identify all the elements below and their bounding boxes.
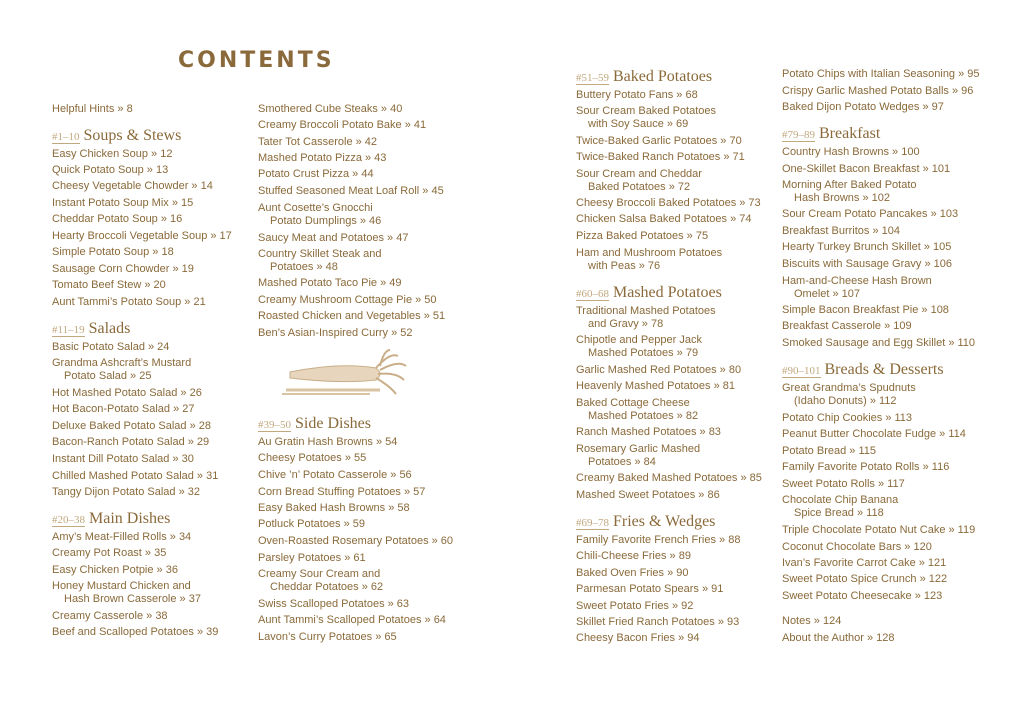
toc-entry: Mashed Potatoes » 79 bbox=[588, 347, 699, 359]
toc-entry: Deluxe Baked Potato Salad » 28 bbox=[52, 420, 212, 432]
section-name: Baked Potatoes bbox=[613, 68, 713, 85]
toc-entry: Creamy Pot Roast » 35 bbox=[52, 547, 167, 559]
toc-entry: Easy Chicken Potpie » 36 bbox=[52, 564, 178, 576]
toc-entry: Chicken Salsa Baked Potatoes » 74 bbox=[576, 213, 752, 225]
toc-entry: Sausage Corn Chowder » 19 bbox=[52, 263, 194, 275]
toc-entry: Omelet » 107 bbox=[794, 288, 861, 300]
toc-entry: Grandma Ashcraft’s Mustard bbox=[52, 357, 192, 369]
toc-entry: One-Skillet Bacon Breakfast » 101 bbox=[782, 163, 951, 175]
toc-entry: Breakfast Burritos » 104 bbox=[782, 225, 901, 237]
section-name: Breakfast bbox=[819, 125, 881, 142]
toc-entry: Saucy Meat and Potatoes » 47 bbox=[258, 232, 409, 244]
toc-entry: Great Grandma’s Spudnuts bbox=[782, 382, 916, 394]
toc-entry: Morning After Baked Potato bbox=[782, 179, 917, 191]
toc-entry: Oven-Roasted Rosemary Potatoes » 60 bbox=[258, 535, 454, 547]
section-name: Mashed Potatoes bbox=[613, 284, 722, 301]
toc-entry: Twice-Baked Ranch Potatoes » 71 bbox=[576, 151, 745, 163]
section-heading bbox=[782, 125, 880, 143]
toc-entry: Aunt Tammi’s Potato Soup » 21 bbox=[52, 296, 206, 308]
toc-entry: Creamy Casserole » 38 bbox=[52, 610, 168, 622]
section-heading bbox=[52, 320, 130, 338]
toc-entry: Baked Oven Fries » 90 bbox=[576, 567, 689, 579]
toc-entry: Tater Tot Casserole » 42 bbox=[258, 136, 378, 148]
page-title: CONTENTS bbox=[178, 48, 335, 73]
section-name: Main Dishes bbox=[89, 510, 171, 527]
toc-entry: Instant Potato Soup Mix » 15 bbox=[52, 197, 194, 209]
toc-entry: Ivan’s Favorite Carrot Cake » 121 bbox=[782, 557, 947, 569]
toc-entry: Cheddar Potatoes » 62 bbox=[270, 581, 384, 593]
toc-entry: Sweet Potato Spice Crunch » 122 bbox=[782, 573, 948, 585]
toc-entry: Coconut Chocolate Bars » 120 bbox=[782, 541, 932, 553]
toc-entry: Beef and Scalloped Potatoes » 39 bbox=[52, 626, 219, 638]
toc-entry: Honey Mustard Chicken and bbox=[52, 580, 191, 592]
toc-entry: Parsley Potatoes » 61 bbox=[258, 552, 366, 564]
toc-entry: Hot Bacon-Potato Salad » 27 bbox=[52, 403, 195, 415]
toc-entry: Cheddar Potato Soup » 16 bbox=[52, 213, 183, 225]
section-number: #51–59 bbox=[576, 72, 609, 84]
toc-entry: Swiss Scalloped Potatoes » 63 bbox=[258, 598, 410, 610]
toc-entry: Tangy Dijon Potato Salad » 32 bbox=[52, 486, 200, 498]
toc-entry: Corn Bread Stuffing Potatoes » 57 bbox=[258, 486, 426, 498]
toc-entry: Tomato Beef Stew » 20 bbox=[52, 279, 166, 291]
section-number: #90–101 bbox=[782, 365, 821, 377]
section-heading bbox=[782, 361, 944, 379]
toc-entry: Aunt Tammi’s Scalloped Potatoes » 64 bbox=[258, 614, 446, 626]
toc-entry: Cheesy Broccoli Baked Potatoes » 73 bbox=[576, 197, 761, 209]
toc-entry: Country Hash Browns » 100 bbox=[782, 146, 920, 158]
toc-entry: Chive ’n’ Potato Casserole » 56 bbox=[258, 469, 412, 481]
toc-entry: Smothered Cube Steaks » 40 bbox=[258, 103, 403, 115]
toc-entry: Simple Potato Soup » 18 bbox=[52, 246, 174, 258]
section-heading bbox=[52, 127, 181, 145]
toc-entry: Potato Chips with Italian Seasoning » 95 bbox=[782, 68, 980, 80]
toc-entry: Chocolate Chip Banana bbox=[782, 494, 899, 506]
toc-entry: Chili-Cheese Fries » 89 bbox=[576, 550, 691, 562]
section-name: Soups & Stews bbox=[83, 127, 182, 144]
toc-entry: Hash Browns » 102 bbox=[794, 192, 890, 204]
toc-entry: Lavon’s Curry Potatoes » 65 bbox=[258, 631, 397, 643]
toc-entry: Notes » 124 bbox=[782, 615, 842, 627]
toc-entry: Ranch Mashed Potatoes » 83 bbox=[576, 426, 721, 438]
section-number: #39–50 bbox=[258, 419, 291, 431]
toc-entry: Potato Bread » 115 bbox=[782, 445, 876, 457]
section-number: #69–78 bbox=[576, 517, 609, 529]
section-heading bbox=[258, 415, 371, 433]
toc-entry: Potato Chip Cookies » 113 bbox=[782, 412, 913, 424]
section-name: Side Dishes bbox=[295, 415, 371, 432]
toc-entry: Helpful Hints » 8 bbox=[52, 103, 133, 115]
toc-entry: Spice Bread » 118 bbox=[794, 507, 884, 519]
toc-entry: Cheesy Potatoes » 55 bbox=[258, 452, 367, 464]
toc-entry: Creamy Sour Cream and bbox=[258, 568, 381, 580]
toc-entry: Simple Bacon Breakfast Pie » 108 bbox=[782, 304, 949, 316]
toc-entry: Chipotle and Pepper Jack bbox=[576, 334, 702, 346]
toc-entry: Breakfast Casserole » 109 bbox=[782, 320, 912, 332]
section-number: #79–89 bbox=[782, 129, 815, 141]
toc-entry: Mashed Sweet Potatoes » 86 bbox=[576, 489, 720, 501]
toc-entry: About the Author » 128 bbox=[782, 632, 895, 644]
toc-entry: Peanut Butter Chocolate Fudge » 114 bbox=[782, 428, 966, 440]
toc-entry: Cheesy Vegetable Chowder » 14 bbox=[52, 180, 213, 192]
section-heading bbox=[576, 68, 712, 86]
section-name: Salads bbox=[88, 320, 131, 337]
toc-entry: Sour Cream Potato Pancakes » 103 bbox=[782, 208, 959, 220]
section-number: #11–19 bbox=[52, 324, 85, 336]
toc-entry: Sour Cream Baked Potatoes bbox=[576, 105, 717, 117]
toc-entry: Potato Salad » 25 bbox=[64, 370, 152, 382]
toc-entry: (Idaho Donuts) » 112 bbox=[794, 395, 897, 407]
toc-entry: Ham and Mushroom Potatoes bbox=[576, 247, 723, 259]
section-heading bbox=[576, 284, 722, 302]
toc-entry: Twice-Baked Garlic Potatoes » 70 bbox=[576, 135, 742, 147]
toc-entry: Sweet Potato Rolls » 117 bbox=[782, 478, 905, 490]
toc-entry: Basic Potato Salad » 24 bbox=[52, 341, 170, 353]
toc-entry: Sweet Potato Cheesecake » 123 bbox=[782, 590, 943, 602]
toc-entry: Country Skillet Steak and bbox=[258, 248, 382, 260]
toc-entry: Hearty Turkey Brunch Skillet » 105 bbox=[782, 241, 952, 253]
toc-entry: with Peas » 76 bbox=[588, 260, 661, 272]
toc-entry: Baked Cottage Cheese bbox=[576, 397, 690, 409]
toc-entry: Ham-and-Cheese Hash Brown bbox=[782, 275, 932, 287]
toc-entry: Biscuits with Sausage Gravy » 106 bbox=[782, 258, 952, 270]
toc-entry: Mashed Potatoes » 82 bbox=[588, 410, 699, 422]
toc-entry: Easy Chicken Soup » 12 bbox=[52, 148, 173, 160]
toc-entry: Quick Potato Soup » 13 bbox=[52, 164, 169, 176]
toc-entry: Sour Cream and Cheddar bbox=[576, 168, 702, 180]
toc-entry: Instant Dill Potato Salad » 30 bbox=[52, 453, 194, 465]
toc-entry: Traditional Mashed Potatoes bbox=[576, 305, 716, 317]
section-name: Fries & Wedges bbox=[613, 513, 716, 530]
section-heading bbox=[576, 513, 715, 531]
toc-entry: Heavenly Mashed Potatoes » 81 bbox=[576, 380, 735, 392]
toc-entry: Family Favorite French Fries » 88 bbox=[576, 534, 741, 546]
toc-entry: Cheesy Bacon Fries » 94 bbox=[576, 632, 700, 644]
toc-entry: Buttery Potato Fans » 68 bbox=[576, 89, 698, 101]
toc-entry: Au Gratin Hash Browns » 54 bbox=[258, 436, 398, 448]
toc-entry: Creamy Baked Mashed Potatoes » 85 bbox=[576, 472, 762, 484]
section-heading bbox=[52, 510, 170, 528]
toc-entry: Easy Baked Hash Browns » 58 bbox=[258, 502, 410, 514]
toc-entry: Mashed Potato Pizza » 43 bbox=[258, 152, 387, 164]
toc-entry: Potato Dumplings » 46 bbox=[270, 215, 382, 227]
toc-entry: with Soy Sauce » 69 bbox=[588, 118, 689, 130]
section-number: #1–10 bbox=[52, 131, 80, 143]
section-number: #20–38 bbox=[52, 514, 85, 526]
toc-entry: Creamy Broccoli Potato Bake » 41 bbox=[258, 119, 427, 131]
toc-entry: Baked Potatoes » 72 bbox=[588, 181, 691, 193]
toc-entry: Roasted Chicken and Vegetables » 51 bbox=[258, 310, 446, 322]
toc-entry: Potatoes » 84 bbox=[588, 456, 656, 468]
toc-entry: Potatoes » 48 bbox=[270, 261, 338, 273]
toc-entry: Potato Crust Pizza » 44 bbox=[258, 168, 374, 180]
toc-entry: Smoked Sausage and Egg Skillet » 110 bbox=[782, 337, 976, 349]
toc-entry: Rosemary Garlic Mashed bbox=[576, 443, 701, 455]
toc-entry: Potluck Potatoes » 59 bbox=[258, 518, 366, 530]
toc-entry: Skillet Fried Ranch Potatoes » 93 bbox=[576, 616, 740, 628]
toc-entry: Garlic Mashed Red Potatoes » 80 bbox=[576, 364, 742, 376]
carrot-illustration bbox=[280, 348, 420, 400]
toc-entry: Bacon-Ranch Potato Salad » 29 bbox=[52, 436, 210, 448]
toc-entry: Aunt Cosette’s Gnocchi bbox=[258, 202, 373, 214]
toc-entry: Baked Dijon Potato Wedges » 97 bbox=[782, 101, 944, 113]
toc-entry: Triple Chocolate Potato Nut Cake » 119 bbox=[782, 524, 976, 536]
toc-entry: Hash Brown Casserole » 37 bbox=[64, 593, 201, 605]
toc-entry: Amy’s Meat-Filled Rolls » 34 bbox=[52, 531, 192, 543]
toc-entry: Family Favorite Potato Rolls » 116 bbox=[782, 461, 950, 473]
section-number: #60–68 bbox=[576, 288, 609, 300]
toc-entry: Creamy Mushroom Cottage Pie » 50 bbox=[258, 294, 437, 306]
toc-entry: Mashed Potato Taco Pie » 49 bbox=[258, 277, 402, 289]
toc-entry: Chilled Mashed Potato Salad » 31 bbox=[52, 470, 219, 482]
toc-entry: Hearty Broccoli Vegetable Soup » 17 bbox=[52, 230, 232, 242]
toc-entry: and Gravy » 78 bbox=[588, 318, 664, 330]
toc-entry: Crispy Garlic Mashed Potato Balls » 96 bbox=[782, 85, 974, 97]
toc-entry: Pizza Baked Potatoes » 75 bbox=[576, 230, 709, 242]
toc-entry: Ben’s Asian-Inspired Curry » 52 bbox=[258, 327, 413, 339]
section-name: Breads & Desserts bbox=[824, 361, 944, 378]
toc-entry: Parmesan Potato Spears » 91 bbox=[576, 583, 724, 595]
toc-entry: Stuffed Seasoned Meat Loaf Roll » 45 bbox=[258, 185, 444, 197]
toc-entry: Sweet Potato Fries » 92 bbox=[576, 600, 694, 612]
toc-entry: Hot Mashed Potato Salad » 26 bbox=[52, 387, 202, 399]
